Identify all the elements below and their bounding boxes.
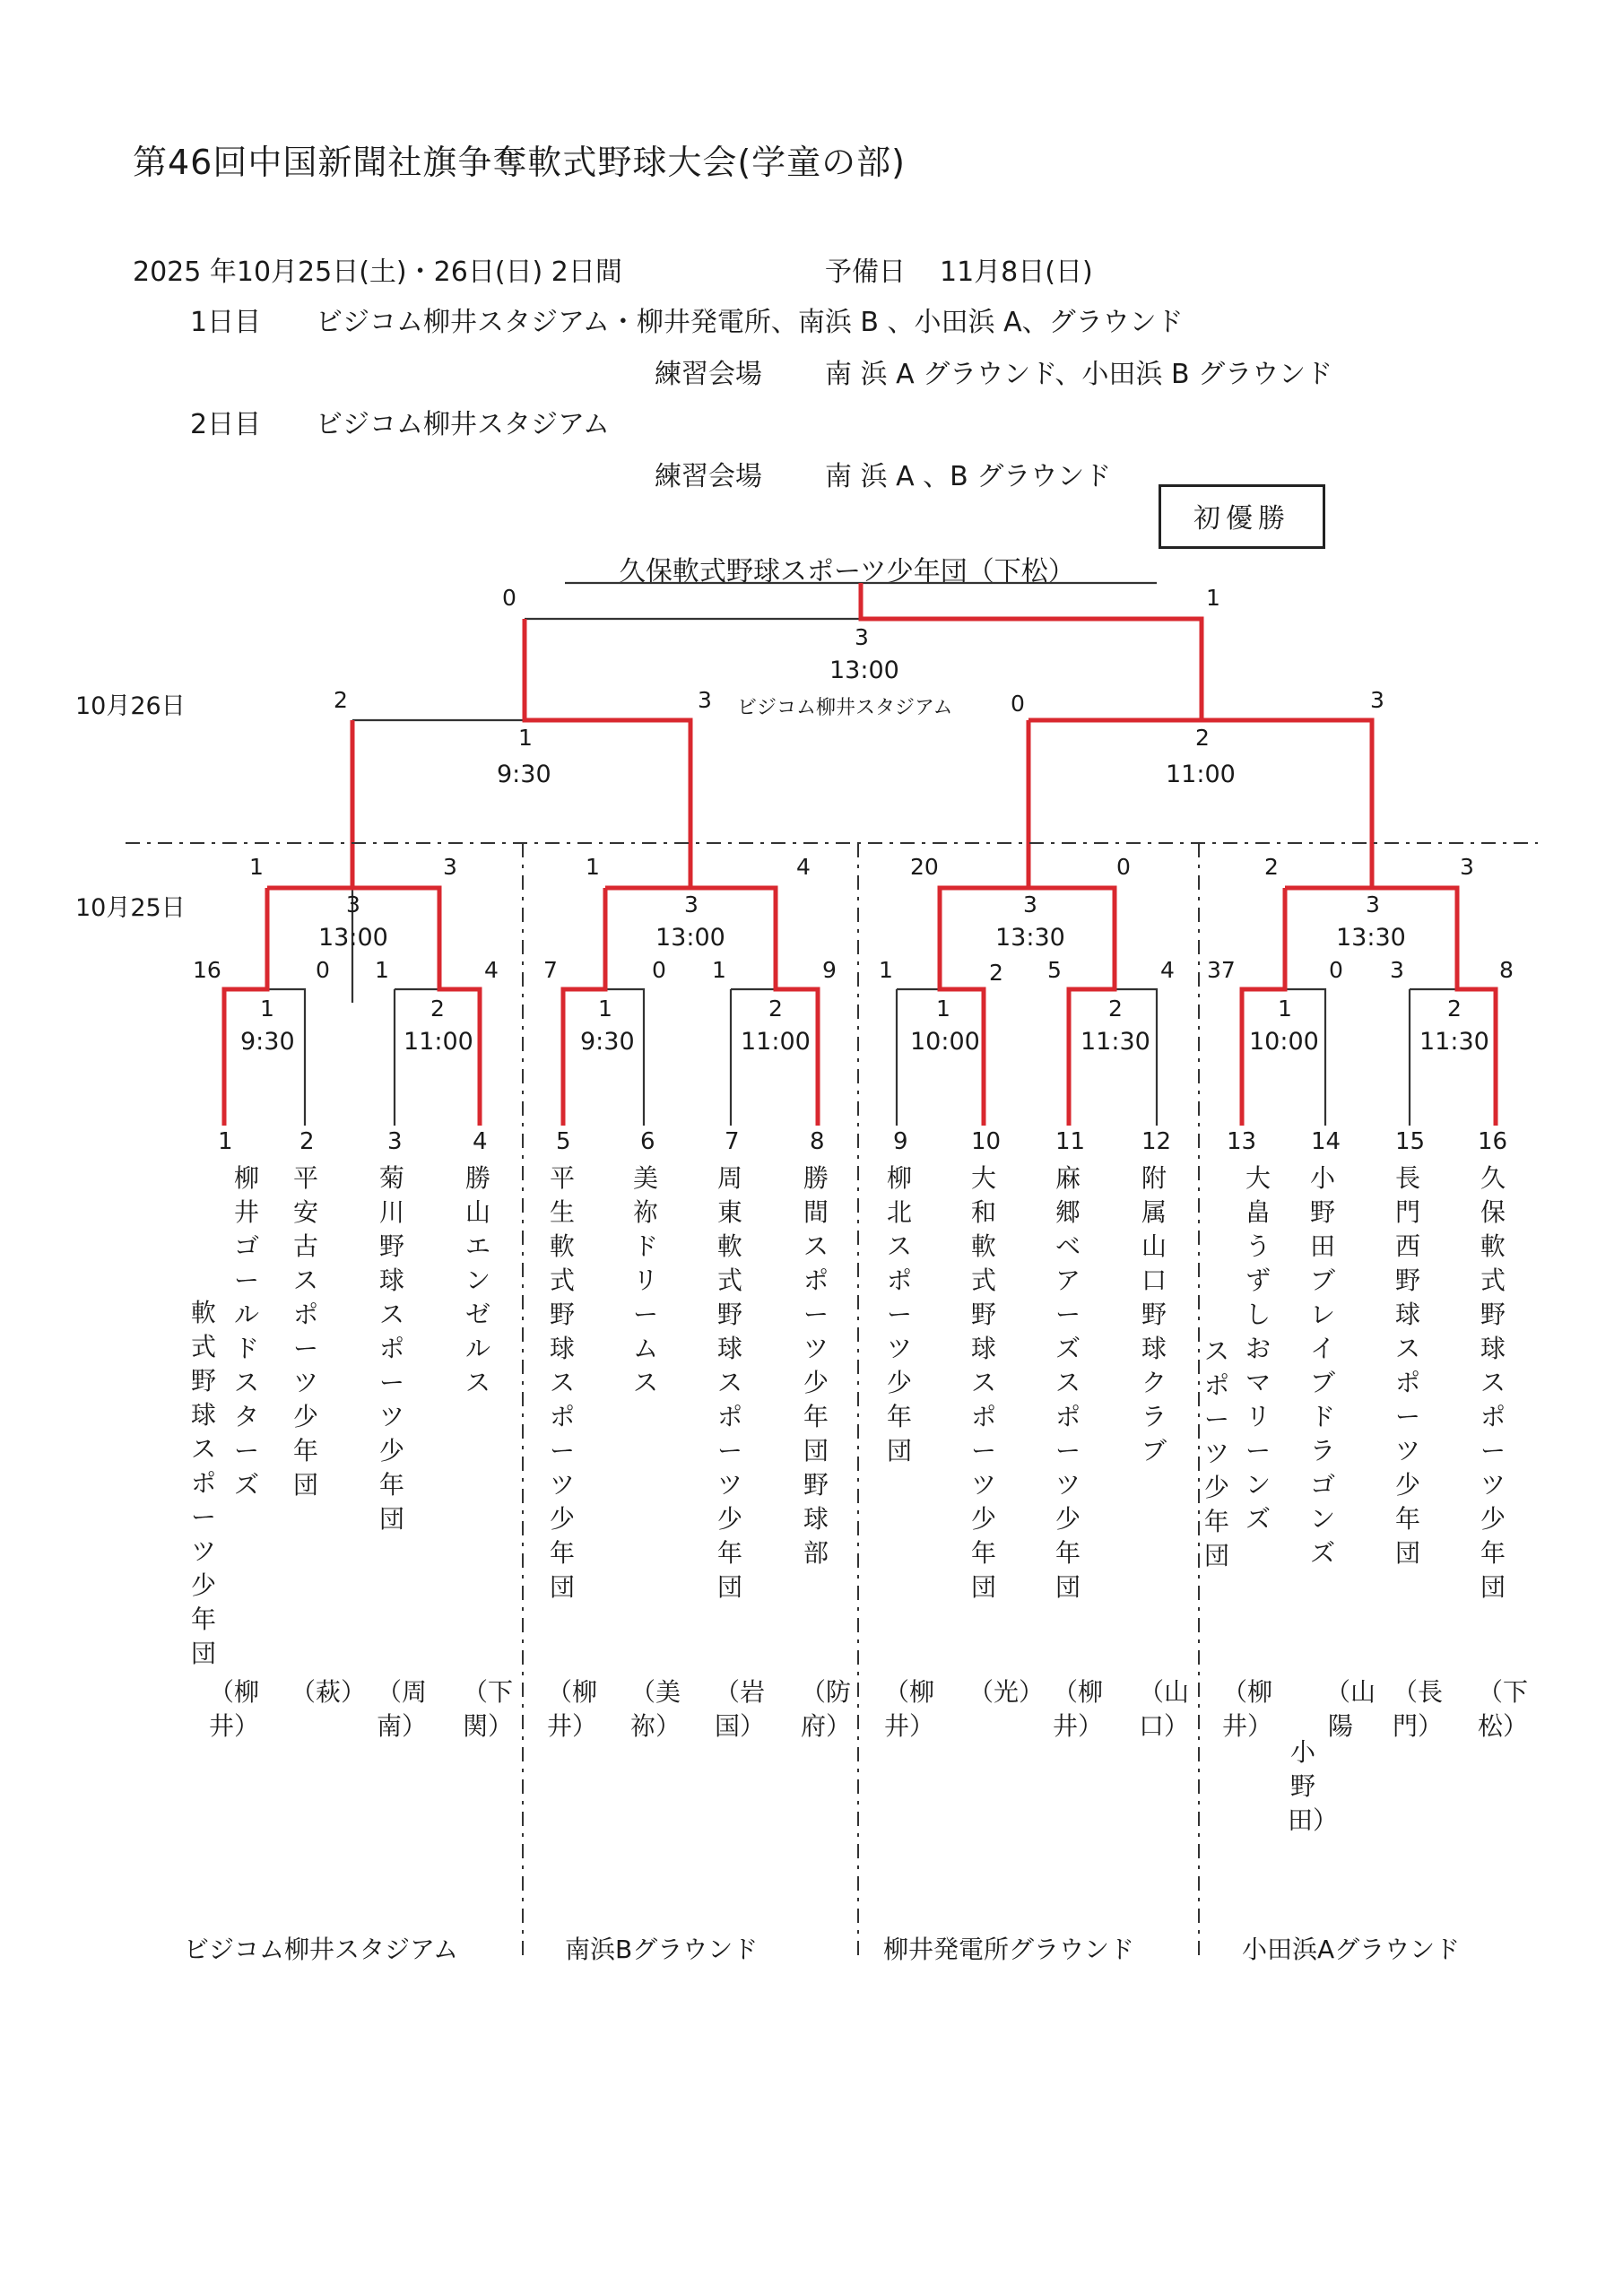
page-title: 第46回中国新聞社旗争奪軟式野球大会(学童の部) xyxy=(133,143,907,182)
team-4-name: 勝山エンゼルス xyxy=(464,1163,490,1397)
champion-team: 久保軟式野球スポーツ少年団（下松） xyxy=(619,556,1075,587)
venue-label-4: 小田浜Aグラウンド xyxy=(1242,1935,1461,1964)
r1-3-time: 9:30 xyxy=(580,1028,635,1056)
team-2-number: 2 xyxy=(299,1128,315,1155)
day2-date-label: 10月26日 xyxy=(75,692,186,720)
sf2-match-no: 2 xyxy=(1195,725,1210,751)
qf1-score-right: 3 xyxy=(443,854,457,880)
final-match-no: 3 xyxy=(855,624,869,650)
final-score-right: 1 xyxy=(1206,585,1220,611)
r1-1-score-left: 16 xyxy=(193,957,221,983)
team-5-number: 5 xyxy=(556,1128,571,1155)
team-5-city: （柳井） xyxy=(547,1677,598,1741)
team-12-name: 附属山口野球クラブ xyxy=(1141,1163,1167,1465)
r1-2-score-left: 1 xyxy=(375,957,389,983)
sf1-score-left: 2 xyxy=(334,687,348,713)
qf2-match-no: 3 xyxy=(684,891,699,918)
sf1-match-no: 1 xyxy=(518,725,533,751)
qf2-score-right: 4 xyxy=(796,854,811,880)
r1-6-score-left: 5 xyxy=(1047,957,1062,983)
event-dates: 2025 年10月25日(土)・26日(日) 2日間 xyxy=(133,257,622,288)
sf1-score-right: 3 xyxy=(698,687,712,713)
final-score-left: 0 xyxy=(502,585,516,611)
team-13-name: 大畠うずしおマリーンズ xyxy=(1245,1163,1271,1534)
r1-5-match-no: 1 xyxy=(936,996,950,1022)
r1-4-score-right: 9 xyxy=(822,957,837,983)
qf1-score-left: 1 xyxy=(249,854,264,880)
qf3-time: 13:30 xyxy=(995,924,1065,952)
team-8-city: （防府） xyxy=(801,1677,852,1741)
team-16-city: （下松） xyxy=(1478,1677,1529,1741)
r1-2-score-right: 4 xyxy=(484,957,499,983)
r1-8-time: 11:30 xyxy=(1419,1028,1489,1056)
sf1-time: 9:30 xyxy=(497,761,551,788)
venue-label-3: 柳井発電所グラウンド xyxy=(883,1935,1135,1964)
r1-8-score-left: 3 xyxy=(1390,957,1404,983)
r1-3-score-right: 0 xyxy=(652,957,666,983)
team-6-city: （美祢） xyxy=(630,1677,681,1741)
team-3-name: 菊川野球スポーツ少年団 xyxy=(378,1163,404,1534)
day2-label: 2日目 xyxy=(190,409,262,440)
r1-8-match-no: 2 xyxy=(1447,996,1462,1022)
qf2-time: 13:00 xyxy=(655,924,725,952)
venue-label-1: ビジコム柳井スタジアム xyxy=(184,1935,459,1964)
qf2-score-left: 1 xyxy=(586,854,600,880)
day1-venues: ビジコム柳井スタジアム・柳井発電所、南浜 B 、小田浜 A、グラウンド xyxy=(316,307,1184,338)
reserve-date: 11月8日(日) xyxy=(940,257,1093,288)
team-13-name-line2: スポーツ少年団 xyxy=(1203,1336,1229,1570)
team-11-name: 麻郷ベアーズスポーツ少年団 xyxy=(1055,1163,1081,1602)
qf1-time: 13:00 xyxy=(318,924,388,952)
r1-7-match-no: 1 xyxy=(1278,996,1292,1022)
team-10-number: 10 xyxy=(971,1128,1002,1155)
team-16-name: 久保軟式野球スポーツ少年団 xyxy=(1480,1163,1506,1602)
team-1-name-line2: 軟式野球スポーツ少年団 xyxy=(190,1298,216,1668)
team-14-number: 14 xyxy=(1311,1128,1341,1155)
team-11-city: （柳井） xyxy=(1053,1677,1104,1741)
team-15-city: （長門） xyxy=(1393,1677,1444,1741)
r1-3-score-left: 7 xyxy=(543,957,558,983)
day1-practice: 南 浜 A グラウンド、小田浜 B グラウンド xyxy=(825,359,1333,390)
r1-2-match-no: 2 xyxy=(430,996,445,1022)
team-6-name: 美祢ドリームス xyxy=(632,1163,658,1397)
day2-practice-label: 練習会場 xyxy=(655,461,762,492)
team-14-city-line2: 小野田） xyxy=(1288,1737,1339,1835)
final-venue: ビジコム柳井スタジアム xyxy=(737,697,953,719)
day1-date-label: 10月25日 xyxy=(75,894,186,922)
team-3-number: 3 xyxy=(387,1128,403,1155)
qf4-time: 13:30 xyxy=(1336,924,1406,952)
team-9-name: 柳北スポーツ少年団 xyxy=(886,1163,912,1465)
team-13-number: 13 xyxy=(1227,1128,1257,1155)
sf2-score-left: 0 xyxy=(1011,691,1025,717)
team-4-city: （下関） xyxy=(463,1677,514,1741)
team-7-name: 周東軟式野球スポーツ少年団 xyxy=(716,1163,742,1602)
qf1-match-no: 3 xyxy=(346,891,360,918)
team-7-number: 7 xyxy=(725,1128,740,1155)
r1-5-score-right: 2 xyxy=(989,960,1003,986)
team-2-name: 平安古スポーツ少年団 xyxy=(292,1163,318,1500)
r1-5-score-left: 1 xyxy=(879,957,893,983)
r1-6-match-no: 2 xyxy=(1108,996,1123,1022)
r1-4-score-left: 1 xyxy=(712,957,726,983)
reserve-label: 予備日 xyxy=(825,257,906,288)
team-14-city: （山陽 xyxy=(1325,1677,1376,1741)
r1-3-match-no: 1 xyxy=(598,996,612,1022)
team-12-number: 12 xyxy=(1141,1128,1172,1155)
r1-5-time: 10:00 xyxy=(910,1028,980,1056)
team-15-number: 15 xyxy=(1395,1128,1426,1155)
day1-practice-label: 練習会場 xyxy=(655,359,762,390)
qf3-score-right: 0 xyxy=(1116,854,1131,880)
day1-label: 1日目 xyxy=(190,307,262,338)
team-10-city: （光） xyxy=(968,1677,1045,1707)
team-6-number: 6 xyxy=(640,1128,655,1155)
team-8-number: 8 xyxy=(810,1128,825,1155)
day2-practice: 南 浜 A 、B グラウンド xyxy=(825,461,1112,492)
team-9-city: （柳井） xyxy=(884,1677,935,1741)
r1-6-score-right: 4 xyxy=(1160,957,1175,983)
team-14-name: 小野田ブレイブドラゴンズ xyxy=(1309,1163,1335,1568)
venue-label-2: 南浜Bグラウンド xyxy=(565,1935,759,1964)
team-1-city: （柳井） xyxy=(209,1677,260,1741)
team-4-number: 4 xyxy=(473,1128,488,1155)
final-time: 13:00 xyxy=(829,657,899,684)
team-11-number: 11 xyxy=(1055,1128,1086,1155)
team-8-name: 勝間スポーツ少年団野球部 xyxy=(803,1163,829,1568)
r1-7-time: 10:00 xyxy=(1249,1028,1319,1056)
champion-badge: 初優勝 xyxy=(1159,484,1325,549)
team-1-number: 1 xyxy=(218,1128,233,1155)
team-1-name: 柳井ゴールドスターズ xyxy=(233,1163,259,1500)
team-13-city: （柳井） xyxy=(1222,1677,1273,1741)
r1-8-score-right: 8 xyxy=(1499,957,1514,983)
sf2-score-right: 3 xyxy=(1370,687,1384,713)
r1-7-score-right: 0 xyxy=(1329,957,1343,983)
team-3-city: （周南） xyxy=(377,1677,428,1741)
sf2-time: 11:00 xyxy=(1166,761,1236,788)
r1-1-score-right: 0 xyxy=(316,957,330,983)
team-12-city: （山口） xyxy=(1139,1677,1190,1741)
team-15-name: 長門西野球スポーツ少年団 xyxy=(1394,1163,1420,1568)
r1-4-time: 11:00 xyxy=(741,1028,811,1056)
qf4-score-right: 3 xyxy=(1460,854,1474,880)
r1-1-match-no: 1 xyxy=(260,996,274,1022)
qf4-match-no: 3 xyxy=(1366,891,1380,918)
r1-4-match-no: 2 xyxy=(768,996,783,1022)
qf3-score-left: 20 xyxy=(910,854,939,880)
day2-venues: ビジコム柳井スタジアム xyxy=(316,409,610,440)
qf3-match-no: 3 xyxy=(1023,891,1037,918)
team-9-number: 9 xyxy=(893,1128,908,1155)
team-16-number: 16 xyxy=(1478,1128,1508,1155)
r1-7-score-left: 37 xyxy=(1207,957,1236,983)
team-10-name: 大和軟式野球スポーツ少年団 xyxy=(970,1163,996,1602)
r1-1-time: 9:30 xyxy=(240,1028,295,1056)
team-2-city: （萩） xyxy=(291,1677,367,1707)
team-7-city: （岩国） xyxy=(715,1677,766,1741)
team-5-name: 平生軟式野球スポーツ少年団 xyxy=(549,1163,575,1602)
r1-2-time: 11:00 xyxy=(404,1028,473,1056)
qf4-score-left: 2 xyxy=(1264,854,1279,880)
r1-6-time: 11:30 xyxy=(1081,1028,1150,1056)
